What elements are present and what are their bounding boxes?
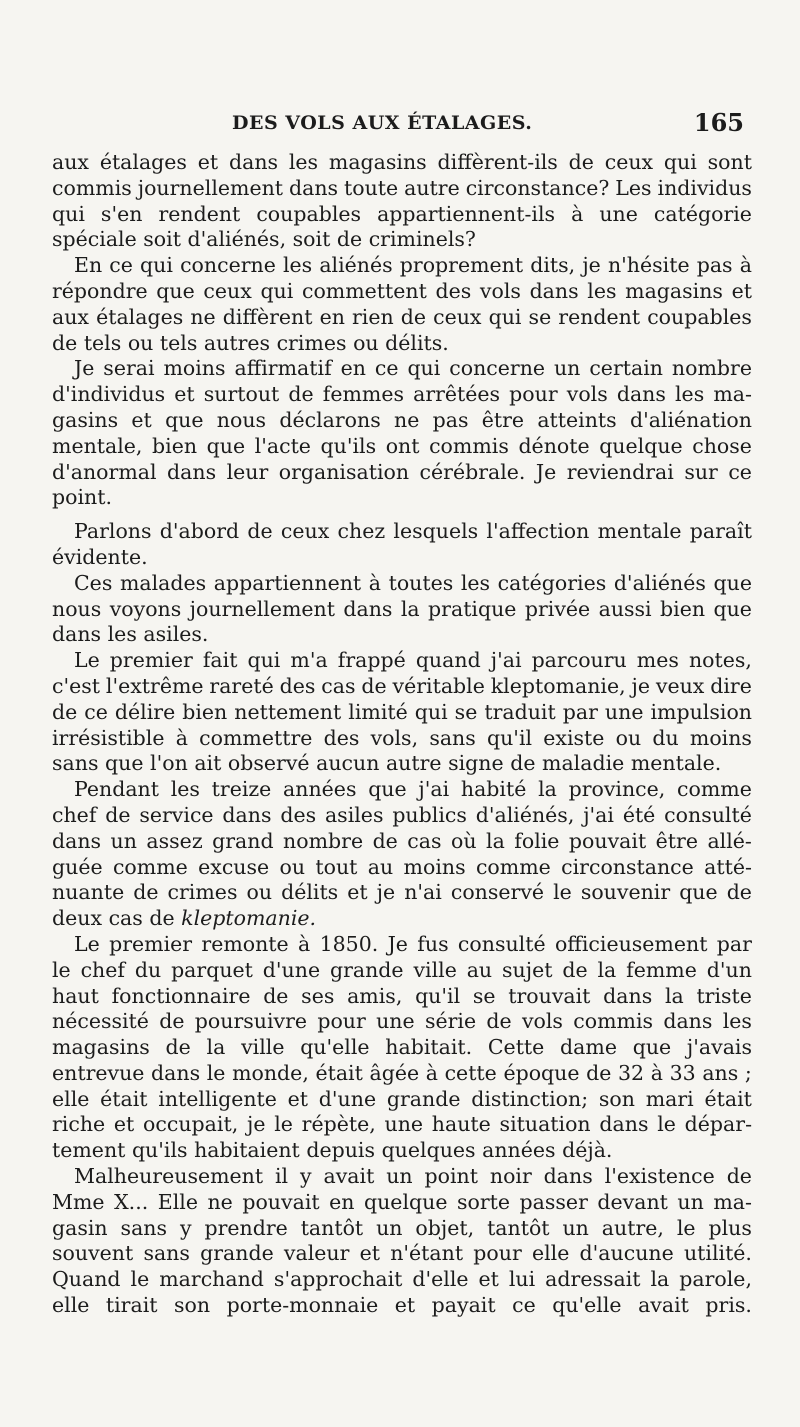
text-line: aux étalages et dans les magasins diffèrent-ils de ceux qui sont	[52, 150, 752, 174]
text-line: commis journellement dans toute autre circonstance? Les individus	[52, 175, 752, 200]
text-line: guée comme excuse ou tout au moins comme circonstance atté-	[52, 854, 752, 879]
text-line: Le premier remonte à 1850. Je fus consulté officieusement par	[74, 931, 752, 956]
text-line: Ces malades appartiennent à toutes les catégories d'aliénés que	[74, 570, 752, 595]
text-line: gasins et que nous déclarons ne pas être atteints d'aliénation	[52, 407, 752, 432]
text-line: dans les asiles.	[52, 622, 209, 647]
text-line: le chef du parquet d'une grande ville au sujet de la femme d'un	[52, 957, 752, 982]
text-line: riche et occupait, je le répète, une haute situation dans le dépar-	[52, 1112, 752, 1137]
text-line: Quand le marchand s'approchait d'elle et lui adressait la parole,	[52, 1267, 752, 1292]
text-line: point.	[52, 485, 112, 510]
text-line: Mme X... Elle ne pouvait en quelque sorte passer devant un ma-	[52, 1189, 752, 1214]
text-line: aux étalages ne diffèrent en rien de ceux qui se rendent coupables	[52, 304, 752, 329]
text-line: elle tirait son porte-monnaie et payait ce qu'elle avait pris.	[52, 1293, 752, 1318]
text-line: entrevue dans le monde, était âgée à cette époque de 32 à 33 ans ;	[52, 1060, 752, 1085]
text-line: nuante de crimes ou délits et je n'ai conservé le souvenir que de	[52, 880, 752, 905]
text-line: souvent sans grande valeur et n'étant pour elle d'aucune utilité.	[52, 1241, 752, 1266]
text-line: Pendant les treize années que j'ai habité la province, comme	[74, 777, 752, 802]
text-line: deux cas de kleptomanie.	[52, 906, 317, 931]
text-line: elle était intelligente et d'une grande distinction; son mari était	[52, 1086, 752, 1111]
text-line: mentale, bien que l'acte qu'ils ont commis dénote quelque chose	[52, 433, 752, 458]
page-header	[52, 108, 752, 140]
text-line: c'est l'extrême rareté des cas de véritable kleptomanie, je veux dire	[52, 673, 752, 698]
text-line: de tels ou tels autres crimes ou délits.	[52, 330, 449, 355]
text-line: magasins de la ville qu'elle habitait. Cette dame que j'avais	[52, 1035, 752, 1060]
text-line: évidente.	[52, 544, 148, 569]
text-line: sans que l'on ait observé aucun autre signe de maladie mentale.	[52, 751, 722, 776]
text-line: irrésistible à commettre des vols, sans qu'il existe ou du moins	[52, 725, 752, 750]
text-line: tement qu'ils habitaient depuis quelques années déjà.	[52, 1138, 613, 1163]
text-line: répondre que ceux qui commettent des vols dans les magasins et	[52, 278, 752, 303]
text-line: d'individus et surtout de femmes arrêtées pour vols dans les ma-	[52, 382, 752, 407]
body-text	[52, 150, 752, 1319]
text-line: dans un assez grand nombre de cas où la folie pouvait être allé-	[52, 828, 752, 853]
running-title: DES VOLS AUX ÉTALAGES.	[232, 112, 533, 134]
text-line: nécessité de poursuivre pour une série de vols commis dans les	[52, 1009, 752, 1034]
text-line: Je serai moins affirmatif en ce qui concerne un certain nombre	[74, 356, 752, 381]
text-line: Parlons d'abord de ceux chez lesquels l'affection mentale paraît	[74, 519, 752, 544]
text-line: En ce qui concerne les aliénés proprement dits, je n'hésite pas à	[74, 253, 752, 278]
text-line: nous voyons journellement dans la pratique privée aussi bien que	[52, 596, 752, 621]
page-number: 165	[693, 108, 744, 137]
text-line: Le premier fait qui m'a frappé quand j'ai parcouru mes notes,	[74, 648, 752, 673]
text-line: chef de service dans des asiles publics d'aliénés, j'ai été consulté	[52, 802, 752, 827]
text-line: haut fonctionnaire de ses amis, qu'il se trouvait dans la triste	[52, 983, 752, 1008]
text-line: spéciale soit d'aliénés, soit de criminels?	[52, 227, 476, 252]
text-line: d'anormal dans leur organisation cérébrale. Je reviendrai sur ce	[52, 459, 752, 484]
text-line: Malheureusement il y avait un point noir dans l'existence de	[74, 1164, 752, 1189]
text-line: gasin sans y prendre tantôt un objet, tantôt un autre, le plus	[52, 1215, 752, 1240]
text-line: de ce délire bien nettement limité qui se traduit par une impulsion	[52, 699, 752, 724]
text-line: qui s'en rendent coupables appartiennent-ils à une catégorie	[52, 201, 752, 226]
